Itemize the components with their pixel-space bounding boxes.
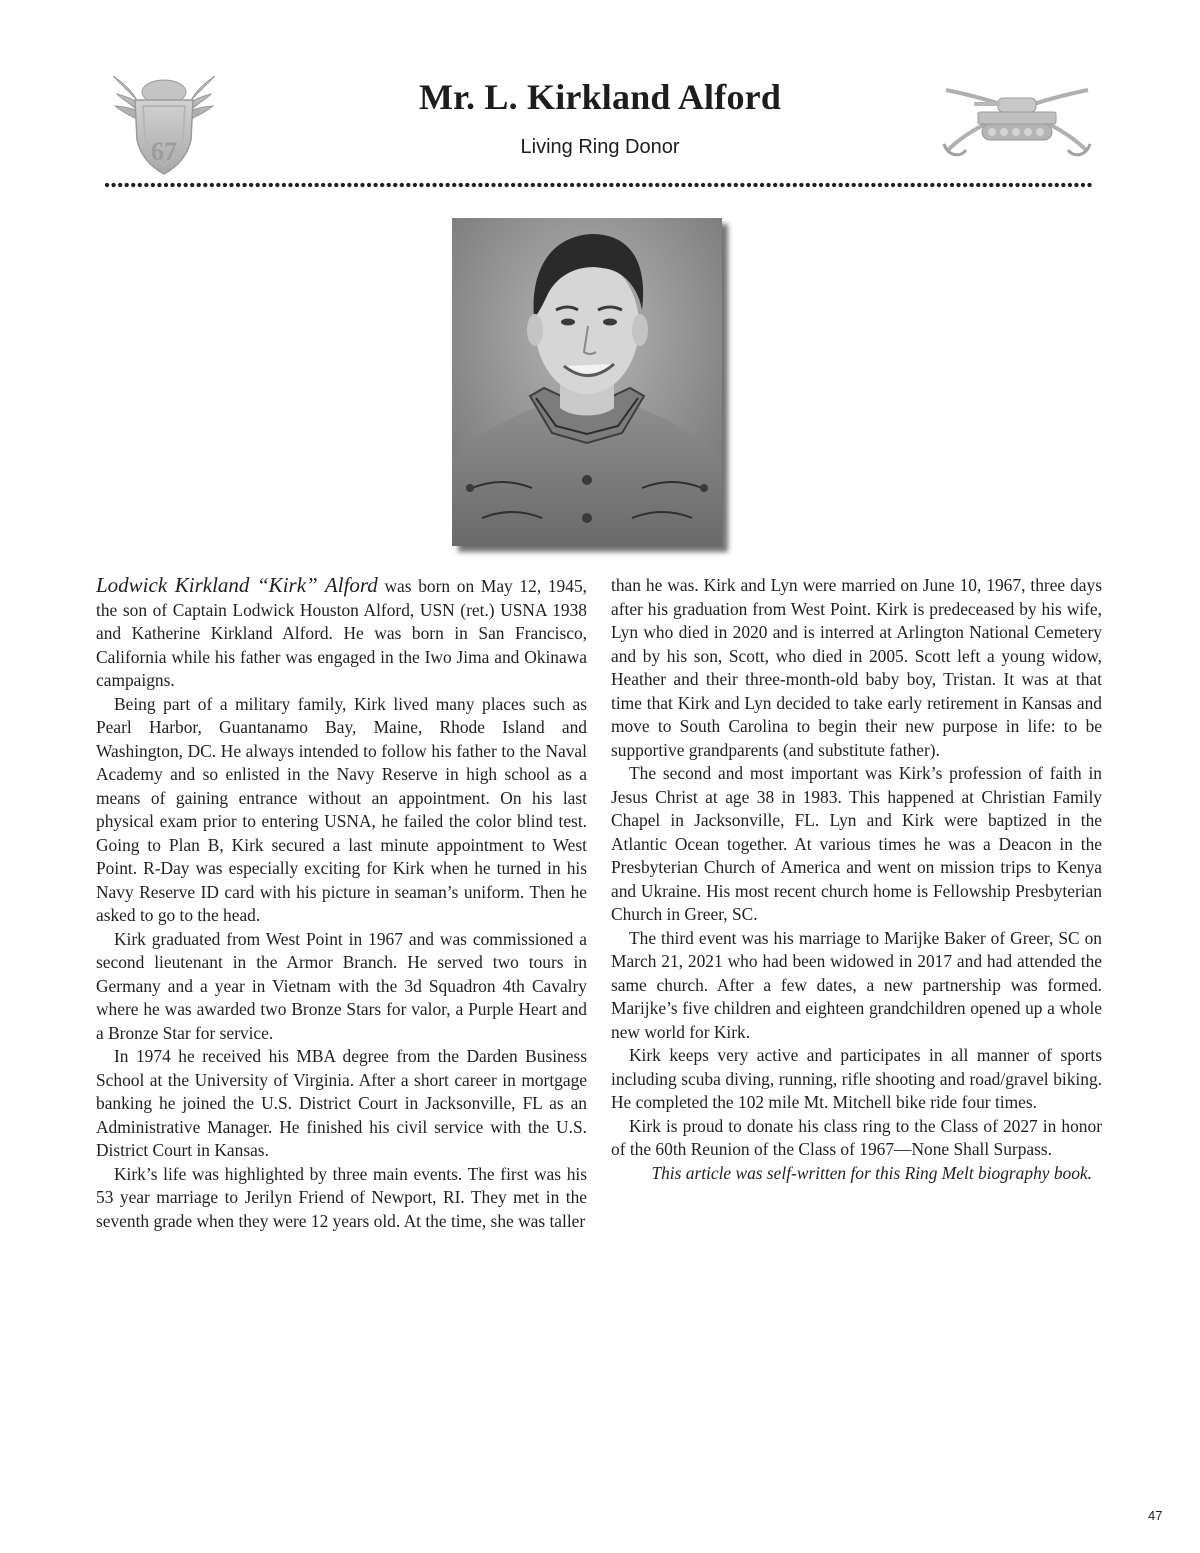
article-paragraph: In 1974 he received his MBA degree from the Darden Business School at the University of Virginia. After a short career in mortgage banking he joined the U.S. District Court in Jacksonville, FL as an Administrative Manager. He finished his civil service with the U.S. District Court in Kansas. [96, 1046, 587, 1160]
article-paragraph: Kirk graduated from West Point in 1967 and was commissioned a second lieutenant in the Armor Branch. He served two tours in Germany and a year in Vietnam with the 3d Squadron 4th Cavalry where he was awarded two Bronze Stars for valor, a Purple Heart and a Bronze Star for service. [96, 928, 587, 1043]
article-paragraph: Kirk is proud to donate his class ring to the Class of 2027 in honor of the 60th Reunion of the Class of 1967—None Shall Surpass. [611, 1115, 1102, 1159]
svg-text:67: 67 [151, 137, 177, 166]
article-column-left [96, 574, 587, 1233]
article-paragraph: Kirk keeps very active and participates in all manner of sports including scuba diving, running, rifle shooting and road/gravel biking. He completed the 102 mile Mt. Mitchell bike ride four times. [611, 1045, 1102, 1112]
subject-name: Lodwick Kirkland “Kirk” Alford [96, 573, 378, 597]
page-subtitle: Living Ring Donor [520, 136, 680, 158]
article-credit: This article was self-written for this Ring Melt biography book. [651, 1162, 1092, 1183]
paragraph-text: was born on May 12, 1945, the son of Captain Lodwick Houston Alford, USN (ret.) USNA 1938 and Katherine Kirkland Alford. He was born in San Francisco, California while his father was engaged in the Iwo Jima and Okinawa campaigns. [96, 576, 587, 690]
article-paragraph-continued: than he was. Kirk and Lyn were married on June 10, 1967, three days after his graduation from West Point. Kirk is predeceased by his wife, Lyn who died in 2020 and is interred at Arlington National Cemetery and by his son, Scott, who died in 2005. Scott left a young widow, Heather and their three-month-old baby boy, Tristan. It was at that time that Kirk and Lyn decided to take early retirement in Kansas and move to South Carolina to begin their new purpose in life: to be supportive grandparents (and substitute father). [611, 575, 1102, 760]
article-paragraph [96, 574, 587, 693]
page-title: Mr. L. Kirkland Alford [418, 77, 782, 117]
dotted-divider [104, 178, 1098, 190]
page-number: 47 [1148, 1508, 1163, 1523]
article-column-right [611, 574, 1102, 1185]
article-paragraph: The second and most important was Kirk’s profession of faith in Jesus Christ at age 38 in 1983. This happened at Christian Family Chapel in Jacksonville, FL. Lyn and Kirk were baptized in the Atlantic Ocean together. At various times he was a Deacon in the Presbyterian Church of America and went on mission trips to Kenya and Ukraine. His most recent church home is Fellowship Presbyterian Church in Greer, SC. [611, 763, 1102, 924]
armor-branch-insignia-icon [938, 80, 1096, 160]
article-paragraph: Kirk’s life was highlighted by three main events. The first was his 53 year marriage to Jerilyn Friend of Newport, RI. They met in the seventh grade when they were 12 years old. At the time, she was taller [96, 1163, 587, 1231]
portrait-photo [452, 218, 722, 546]
article-paragraph: Being part of a military family, Kirk lived many places such as Pearl Harbor, Guantanamo Bay, Maine, Rhode Island and Washington, DC. He always intended to follow his father to the Naval Academy and so enlisted in the Navy Reserve in high school as a means of gaining entrance without an appointment. On his last physical exam prior to entering USNA, he failed the color blind test. Going to Plan B, Kirk secured a last minute appointment to West Point. R-Day was especially exciting for Kirk when he turned in his Navy Reserve ID card with his picture in seaman’s uniform. Then he asked to go to the head. [96, 693, 587, 925]
article-paragraph: The third event was his marriage to Marijke Baker of Greer, SC on March 21, 2021 who had been widowed in 2017 and had attended the same church. After a few dates, a new partnership was formed. Marijke’s five children and eighteen grandchildren opened up a whole new world for Kirk. [611, 927, 1102, 1042]
